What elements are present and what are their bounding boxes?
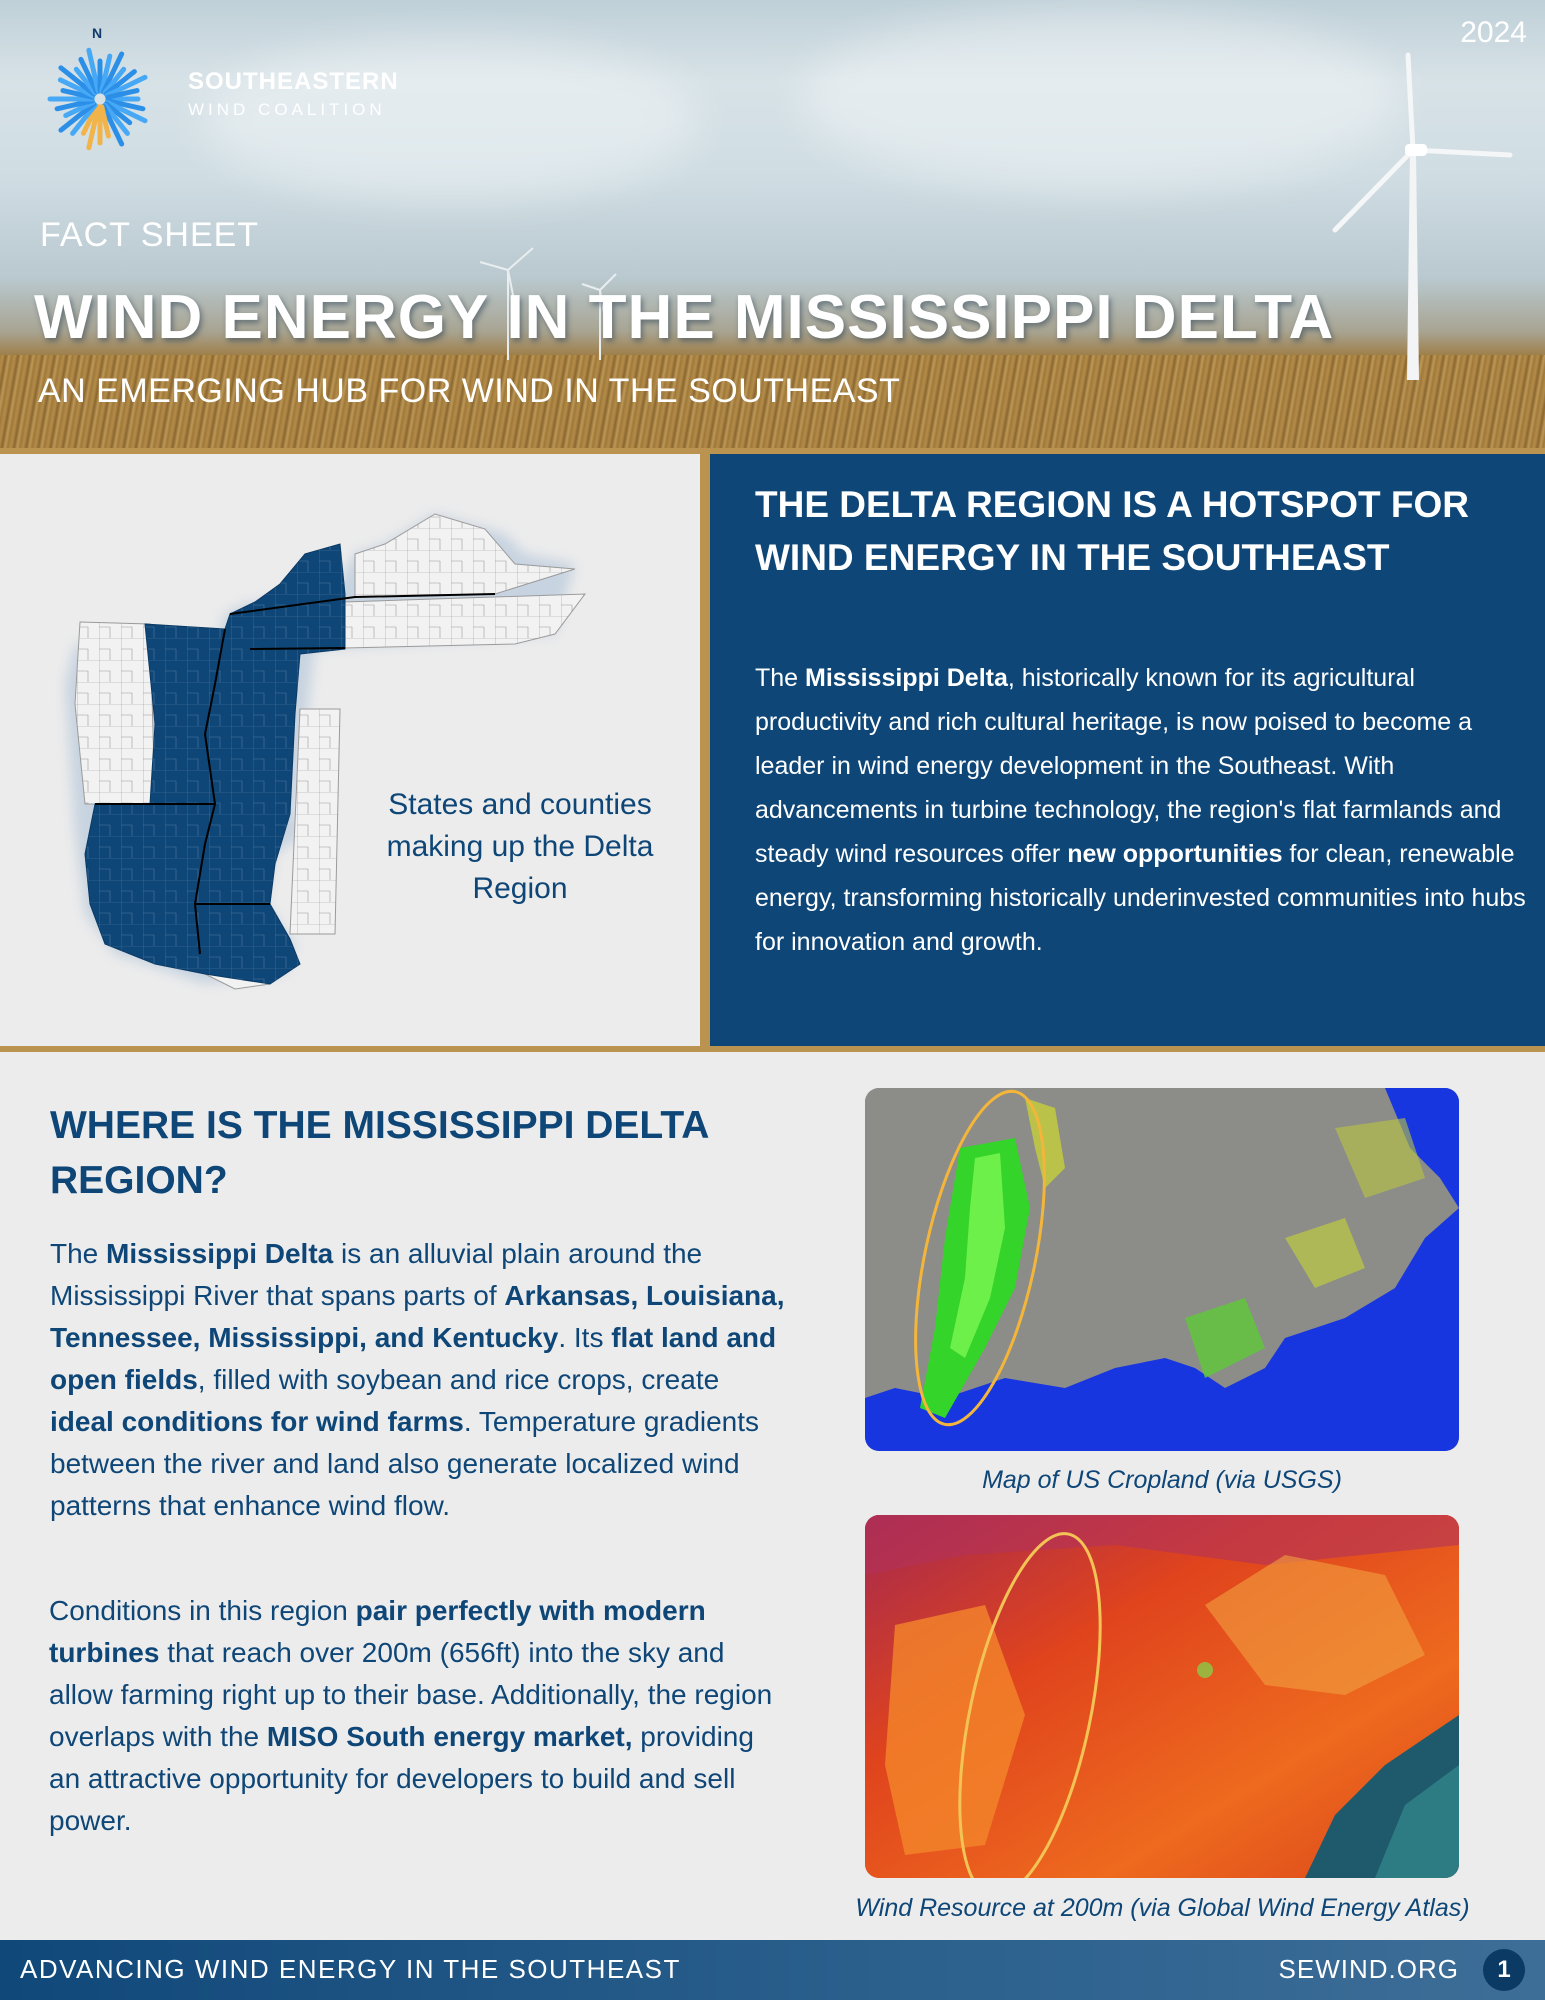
footer [0,1940,1545,2000]
where-heading: WHERE IS THE MISSISSIPPI DELTA REGION? [50,1104,709,1202]
text-run: is an alluvial plain around the Mississippi River that spans parts of [50,1238,703,1311]
map-caption: States and counties making up the Delta Region [386,788,654,905]
delta-region-map [55,484,615,1014]
wind-resource-map-image [865,1515,1459,1878]
hotspot-body [755,656,1530,964]
logo-subname: WIND COALITION [188,100,386,119]
bold-text-run: ideal conditions for wind farms [50,1406,464,1437]
text-run: that reach over 200m (656ft) into the sky and allow farming right up to their base. Additionally, the region overlaps with the [49,1637,773,1752]
year-label: 2024 [1460,16,1527,49]
cropland-map-caption: Map of US Cropland (via USGS) [982,1466,1342,1494]
hotspot-heading: THE DELTA REGION IS A HOTSPOT FOR WIND ENERGY IN THE SOUTHEAST [755,484,1469,578]
footer-tagline: ADVANCING WIND ENERGY IN THE SOUTHEAST [20,1954,681,1984]
footer-site-link[interactable]: SEWIND.ORG [1278,1954,1459,1984]
divider [700,454,710,1046]
text-run: The [755,664,806,692]
hero-banner [0,0,1545,448]
text-run: . Temperature gradients between the river and land also generate localized wind patterns that enhance wind flow. [50,1406,760,1521]
page-subtitle: AN EMERGING HUB FOR WIND IN THE SOUTHEAST [38,372,901,410]
text-run: . Its [558,1322,612,1353]
cropland-map-image [865,1088,1459,1451]
bold-text-run: Mississippi Delta [805,664,1008,692]
wind-turbine-icon [1300,40,1540,380]
bold-text-run: Arkansas, Louisiana, Tennessee, Mississippi, and Kentucky [50,1280,785,1353]
text-run: , historically known for its agricultural productivity and rich cultural heritage, is now poised to become a leader in wind energy development in the Southeast. With advancements in turbine technology, the region's flat farmlands and steady wind resources offer [755,664,1502,868]
divider [0,1046,1545,1052]
text-run: , filled with soybean and rice crops, create [197,1364,720,1395]
text-run: Conditions in this region [49,1595,356,1626]
where-paragraph-1 [50,1233,790,1527]
delta-map-panel [0,454,700,1046]
kicker-label: FACT SHEET [40,216,260,254]
bold-text-run: Mississippi Delta [106,1238,334,1269]
where-paragraph-2 [49,1590,789,1842]
compass-letter: N [92,25,103,41]
text-run: providing an attractive opportunity for developers to build and sell power. [49,1721,754,1836]
bold-text-run: flat land and open fields [50,1322,777,1395]
page-title: WIND ENERGY IN THE MISSISSIPPI DELTA [34,283,1335,352]
text-run: The [50,1238,107,1269]
bold-text-run: pair perfectly with modern turbines [49,1595,706,1668]
page-number-badge: 1 [1483,1949,1525,1991]
text-run: for clean, renewable energy, transforming historically underinvested communities into hubs for innovation and growth. [755,840,1526,956]
hotspot-panel [710,454,1545,1046]
sun-burst-logo-icon [30,24,210,164]
wind-map-caption: Wind Resource at 200m (via Global Wind Energy Atlas) [855,1894,1470,1922]
logo-name: SOUTHEASTERN [188,68,399,95]
bold-text-run: MISO South energy market, [266,1721,633,1752]
bold-text-run: new opportunities [1067,840,1283,868]
